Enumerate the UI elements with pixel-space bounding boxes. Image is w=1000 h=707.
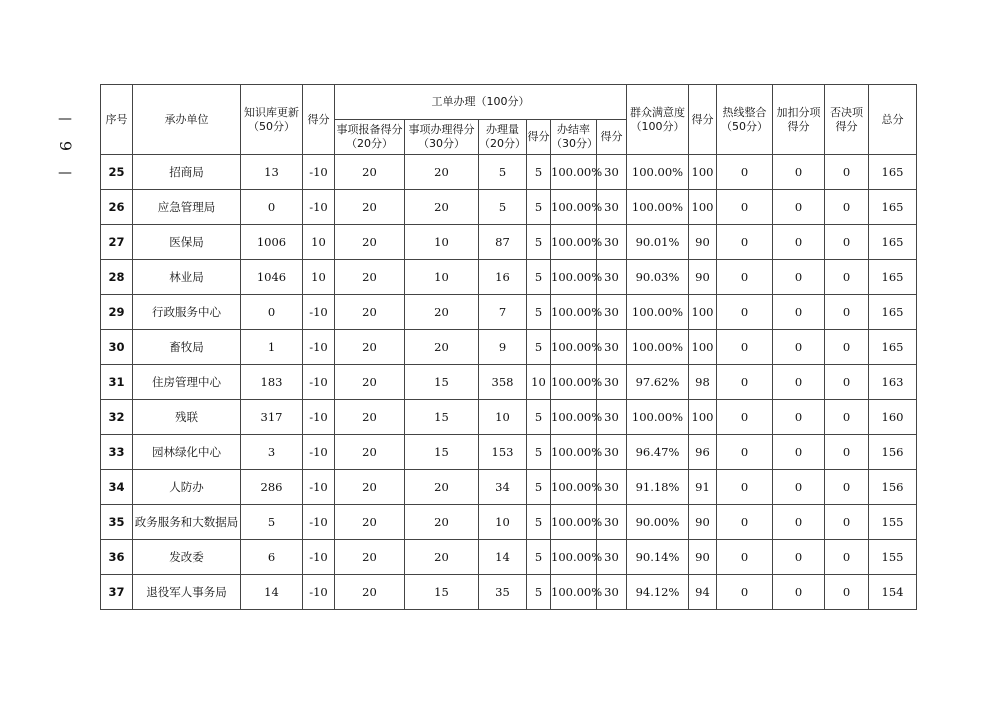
close-rate-cell: 100.00% bbox=[551, 435, 597, 470]
volume-score-cell: 5 bbox=[527, 435, 551, 470]
total-cell: 163 bbox=[869, 365, 917, 400]
veto-cell: 0 bbox=[825, 295, 869, 330]
header-veto: 否决项得分 bbox=[825, 85, 869, 155]
volume-score-cell: 5 bbox=[527, 260, 551, 295]
satisfaction-cell: 100.00% bbox=[627, 295, 689, 330]
knowledge-cell: 0 bbox=[241, 295, 303, 330]
total-cell: 154 bbox=[869, 575, 917, 610]
veto-cell: 0 bbox=[825, 575, 869, 610]
total-cell: 160 bbox=[869, 400, 917, 435]
page-number-value: 9 bbox=[56, 140, 75, 152]
satisfaction-score-cell: 90 bbox=[689, 225, 717, 260]
volume-cell: 35 bbox=[479, 575, 527, 610]
knowledge-cell: 3 bbox=[241, 435, 303, 470]
table-row bbox=[101, 155, 917, 190]
knowledge-cell: 183 bbox=[241, 365, 303, 400]
handle-cell: 15 bbox=[405, 365, 479, 400]
hotline-cell: 0 bbox=[717, 365, 773, 400]
handle-cell: 15 bbox=[405, 435, 479, 470]
unit-cell: 招商局 bbox=[133, 155, 241, 190]
hotline-cell: 0 bbox=[717, 540, 773, 575]
bonus-cell: 0 bbox=[773, 225, 825, 260]
header-satisfaction: 群众满意度（100分） bbox=[627, 85, 689, 155]
volume-score-cell: 5 bbox=[527, 540, 551, 575]
satisfaction-score-cell: 100 bbox=[689, 400, 717, 435]
volume-cell: 10 bbox=[479, 400, 527, 435]
table-row bbox=[101, 575, 917, 610]
unit-cell: 园林绿化中心 bbox=[133, 435, 241, 470]
close-rate-cell: 100.00% bbox=[551, 190, 597, 225]
knowledge-cell: 14 bbox=[241, 575, 303, 610]
volume-cell: 358 bbox=[479, 365, 527, 400]
table-row bbox=[101, 260, 917, 295]
handle-cell: 20 bbox=[405, 190, 479, 225]
knowledge-score-cell: -10 bbox=[303, 365, 335, 400]
knowledge-cell: 0 bbox=[241, 190, 303, 225]
knowledge-score-cell: -10 bbox=[303, 190, 335, 225]
report-cell: 20 bbox=[335, 190, 405, 225]
total-cell: 156 bbox=[869, 470, 917, 505]
unit-cell: 医保局 bbox=[133, 225, 241, 260]
table-row bbox=[101, 365, 917, 400]
close-score-cell: 30 bbox=[597, 365, 627, 400]
knowledge-cell: 13 bbox=[241, 155, 303, 190]
header-close-rate: 办结率（30分） bbox=[551, 120, 597, 155]
volume-cell: 5 bbox=[479, 155, 527, 190]
knowledge-cell: 1 bbox=[241, 330, 303, 365]
volume-cell: 87 bbox=[479, 225, 527, 260]
handle-cell: 15 bbox=[405, 575, 479, 610]
close-rate-cell: 100.00% bbox=[551, 295, 597, 330]
hotline-cell: 0 bbox=[717, 225, 773, 260]
bonus-cell: 0 bbox=[773, 470, 825, 505]
table-header bbox=[101, 85, 917, 155]
hotline-cell: 0 bbox=[717, 260, 773, 295]
volume-score-cell: 5 bbox=[527, 225, 551, 260]
header-volume: 办理量（20分） bbox=[479, 120, 527, 155]
report-cell: 20 bbox=[335, 330, 405, 365]
volume-score-cell: 10 bbox=[527, 365, 551, 400]
volume-cell: 10 bbox=[479, 505, 527, 540]
veto-cell: 0 bbox=[825, 190, 869, 225]
bonus-cell: 0 bbox=[773, 505, 825, 540]
satisfaction-cell: 100.00% bbox=[627, 190, 689, 225]
close-rate-cell: 100.00% bbox=[551, 470, 597, 505]
satisfaction-cell: 97.62% bbox=[627, 365, 689, 400]
bonus-cell: 0 bbox=[773, 400, 825, 435]
seq-cell: 26 bbox=[101, 190, 133, 225]
close-rate-cell: 100.00% bbox=[551, 540, 597, 575]
header-satisfaction-score: 得分 bbox=[689, 85, 717, 155]
handle-cell: 20 bbox=[405, 505, 479, 540]
knowledge-score-cell: -10 bbox=[303, 295, 335, 330]
volume-cell: 153 bbox=[479, 435, 527, 470]
close-score-cell: 30 bbox=[597, 435, 627, 470]
volume-score-cell: 5 bbox=[527, 155, 551, 190]
knowledge-cell: 1046 bbox=[241, 260, 303, 295]
satisfaction-cell: 94.12% bbox=[627, 575, 689, 610]
close-rate-cell: 100.00% bbox=[551, 505, 597, 540]
bonus-cell: 0 bbox=[773, 365, 825, 400]
bonus-cell: 0 bbox=[773, 295, 825, 330]
veto-cell: 0 bbox=[825, 400, 869, 435]
seq-cell: 37 bbox=[101, 575, 133, 610]
satisfaction-score-cell: 100 bbox=[689, 155, 717, 190]
volume-cell: 14 bbox=[479, 540, 527, 575]
page-number bbox=[56, 111, 75, 181]
header-close-score: 得分 bbox=[597, 120, 627, 155]
close-score-cell: 30 bbox=[597, 505, 627, 540]
handle-cell: 10 bbox=[405, 225, 479, 260]
close-rate-cell: 100.00% bbox=[551, 575, 597, 610]
unit-cell: 退役军人事务局 bbox=[133, 575, 241, 610]
report-cell: 20 bbox=[335, 400, 405, 435]
close-score-cell: 30 bbox=[597, 190, 627, 225]
close-score-cell: 30 bbox=[597, 575, 627, 610]
satisfaction-cell: 90.01% bbox=[627, 225, 689, 260]
unit-cell: 畜牧局 bbox=[133, 330, 241, 365]
handle-cell: 20 bbox=[405, 470, 479, 505]
report-cell: 20 bbox=[335, 540, 405, 575]
satisfaction-cell: 90.00% bbox=[627, 505, 689, 540]
header-knowledge: 知识库更新（50分） bbox=[241, 85, 303, 155]
table-row bbox=[101, 225, 917, 260]
veto-cell: 0 bbox=[825, 470, 869, 505]
table-row bbox=[101, 470, 917, 505]
volume-cell: 7 bbox=[479, 295, 527, 330]
unit-cell: 政务服务和大数据局 bbox=[133, 505, 241, 540]
volume-score-cell: 5 bbox=[527, 575, 551, 610]
bonus-cell: 0 bbox=[773, 260, 825, 295]
seq-cell: 28 bbox=[101, 260, 133, 295]
veto-cell: 0 bbox=[825, 260, 869, 295]
header-handle: 事项办理得分（30分） bbox=[405, 120, 479, 155]
close-score-cell: 30 bbox=[597, 295, 627, 330]
header-seq: 序号 bbox=[101, 85, 133, 155]
knowledge-cell: 1006 bbox=[241, 225, 303, 260]
knowledge-cell: 317 bbox=[241, 400, 303, 435]
volume-score-cell: 5 bbox=[527, 330, 551, 365]
volume-cell: 34 bbox=[479, 470, 527, 505]
hotline-cell: 0 bbox=[717, 155, 773, 190]
seq-cell: 35 bbox=[101, 505, 133, 540]
table-row bbox=[101, 295, 917, 330]
close-rate-cell: 100.00% bbox=[551, 330, 597, 365]
seq-cell: 30 bbox=[101, 330, 133, 365]
volume-score-cell: 5 bbox=[527, 190, 551, 225]
satisfaction-score-cell: 90 bbox=[689, 540, 717, 575]
report-cell: 20 bbox=[335, 575, 405, 610]
satisfaction-cell: 90.03% bbox=[627, 260, 689, 295]
veto-cell: 0 bbox=[825, 155, 869, 190]
table-row bbox=[101, 400, 917, 435]
handle-cell: 20 bbox=[405, 295, 479, 330]
seq-cell: 34 bbox=[101, 470, 133, 505]
table-row bbox=[101, 435, 917, 470]
header-bonus: 加扣分项得分 bbox=[773, 85, 825, 155]
total-cell: 165 bbox=[869, 295, 917, 330]
page-number-dash-top: — bbox=[58, 111, 72, 127]
close-rate-cell: 100.00% bbox=[551, 155, 597, 190]
satisfaction-cell: 100.00% bbox=[627, 400, 689, 435]
veto-cell: 0 bbox=[825, 330, 869, 365]
header-work-order: 工单办理（100分） bbox=[335, 85, 627, 120]
report-cell: 20 bbox=[335, 225, 405, 260]
seq-cell: 32 bbox=[101, 400, 133, 435]
volume-score-cell: 5 bbox=[527, 505, 551, 540]
knowledge-score-cell: -10 bbox=[303, 400, 335, 435]
seq-cell: 29 bbox=[101, 295, 133, 330]
report-cell: 20 bbox=[335, 295, 405, 330]
header-knowledge-score: 得分 bbox=[303, 85, 335, 155]
knowledge-score-cell: -10 bbox=[303, 505, 335, 540]
knowledge-score-cell: -10 bbox=[303, 575, 335, 610]
score-table bbox=[100, 84, 917, 610]
header-volume-score: 得分 bbox=[527, 120, 551, 155]
total-cell: 156 bbox=[869, 435, 917, 470]
knowledge-score-cell: -10 bbox=[303, 470, 335, 505]
knowledge-score-cell: 10 bbox=[303, 260, 335, 295]
unit-cell: 应急管理局 bbox=[133, 190, 241, 225]
handle-cell: 20 bbox=[405, 155, 479, 190]
close-rate-cell: 100.00% bbox=[551, 225, 597, 260]
total-cell: 165 bbox=[869, 190, 917, 225]
satisfaction-score-cell: 100 bbox=[689, 190, 717, 225]
volume-cell: 16 bbox=[479, 260, 527, 295]
knowledge-score-cell: -10 bbox=[303, 540, 335, 575]
knowledge-cell: 5 bbox=[241, 505, 303, 540]
seq-cell: 31 bbox=[101, 365, 133, 400]
hotline-cell: 0 bbox=[717, 190, 773, 225]
veto-cell: 0 bbox=[825, 365, 869, 400]
volume-score-cell: 5 bbox=[527, 400, 551, 435]
satisfaction-cell: 90.14% bbox=[627, 540, 689, 575]
report-cell: 20 bbox=[335, 505, 405, 540]
unit-cell: 住房管理中心 bbox=[133, 365, 241, 400]
table-row bbox=[101, 540, 917, 575]
header-report: 事项报备得分（20分） bbox=[335, 120, 405, 155]
unit-cell: 林业局 bbox=[133, 260, 241, 295]
bonus-cell: 0 bbox=[773, 575, 825, 610]
satisfaction-cell: 91.18% bbox=[627, 470, 689, 505]
close-score-cell: 30 bbox=[597, 225, 627, 260]
total-cell: 155 bbox=[869, 540, 917, 575]
seq-cell: 36 bbox=[101, 540, 133, 575]
handle-cell: 10 bbox=[405, 260, 479, 295]
hotline-cell: 0 bbox=[717, 295, 773, 330]
report-cell: 20 bbox=[335, 435, 405, 470]
report-cell: 20 bbox=[335, 260, 405, 295]
table-row bbox=[101, 190, 917, 225]
veto-cell: 0 bbox=[825, 505, 869, 540]
header-unit: 承办单位 bbox=[133, 85, 241, 155]
close-score-cell: 30 bbox=[597, 540, 627, 575]
report-cell: 20 bbox=[335, 155, 405, 190]
hotline-cell: 0 bbox=[717, 400, 773, 435]
total-cell: 165 bbox=[869, 330, 917, 365]
hotline-cell: 0 bbox=[717, 435, 773, 470]
bonus-cell: 0 bbox=[773, 435, 825, 470]
bonus-cell: 0 bbox=[773, 540, 825, 575]
total-cell: 155 bbox=[869, 505, 917, 540]
table-body bbox=[101, 155, 917, 610]
table-row bbox=[101, 330, 917, 365]
knowledge-cell: 6 bbox=[241, 540, 303, 575]
unit-cell: 人防办 bbox=[133, 470, 241, 505]
knowledge-score-cell: -10 bbox=[303, 435, 335, 470]
close-rate-cell: 100.00% bbox=[551, 365, 597, 400]
table-row bbox=[101, 505, 917, 540]
report-cell: 20 bbox=[335, 365, 405, 400]
close-rate-cell: 100.00% bbox=[551, 400, 597, 435]
unit-cell: 残联 bbox=[133, 400, 241, 435]
volume-cell: 5 bbox=[479, 190, 527, 225]
total-cell: 165 bbox=[869, 260, 917, 295]
bonus-cell: 0 bbox=[773, 190, 825, 225]
total-cell: 165 bbox=[869, 155, 917, 190]
veto-cell: 0 bbox=[825, 540, 869, 575]
hotline-cell: 0 bbox=[717, 505, 773, 540]
close-score-cell: 30 bbox=[597, 400, 627, 435]
close-rate-cell: 100.00% bbox=[551, 260, 597, 295]
close-score-cell: 30 bbox=[597, 330, 627, 365]
veto-cell: 0 bbox=[825, 225, 869, 260]
hotline-cell: 0 bbox=[717, 330, 773, 365]
satisfaction-score-cell: 96 bbox=[689, 435, 717, 470]
hotline-cell: 0 bbox=[717, 575, 773, 610]
satisfaction-score-cell: 100 bbox=[689, 330, 717, 365]
unit-cell: 发改委 bbox=[133, 540, 241, 575]
volume-score-cell: 5 bbox=[527, 295, 551, 330]
satisfaction-cell: 100.00% bbox=[627, 155, 689, 190]
satisfaction-score-cell: 100 bbox=[689, 295, 717, 330]
close-score-cell: 30 bbox=[597, 470, 627, 505]
page-number-dash-bottom: — bbox=[58, 165, 72, 181]
close-score-cell: 30 bbox=[597, 155, 627, 190]
seq-cell: 27 bbox=[101, 225, 133, 260]
total-cell: 165 bbox=[869, 225, 917, 260]
hotline-cell: 0 bbox=[717, 470, 773, 505]
handle-cell: 20 bbox=[405, 330, 479, 365]
handle-cell: 15 bbox=[405, 400, 479, 435]
satisfaction-score-cell: 94 bbox=[689, 575, 717, 610]
satisfaction-score-cell: 91 bbox=[689, 470, 717, 505]
satisfaction-score-cell: 98 bbox=[689, 365, 717, 400]
satisfaction-cell: 96.47% bbox=[627, 435, 689, 470]
volume-cell: 9 bbox=[479, 330, 527, 365]
header-total: 总分 bbox=[869, 85, 917, 155]
knowledge-cell: 286 bbox=[241, 470, 303, 505]
close-score-cell: 30 bbox=[597, 260, 627, 295]
report-cell: 20 bbox=[335, 470, 405, 505]
seq-cell: 25 bbox=[101, 155, 133, 190]
handle-cell: 20 bbox=[405, 540, 479, 575]
knowledge-score-cell: -10 bbox=[303, 330, 335, 365]
satisfaction-cell: 100.00% bbox=[627, 330, 689, 365]
volume-score-cell: 5 bbox=[527, 470, 551, 505]
veto-cell: 0 bbox=[825, 435, 869, 470]
header-hotline: 热线整合（50分） bbox=[717, 85, 773, 155]
unit-cell: 行政服务中心 bbox=[133, 295, 241, 330]
seq-cell: 33 bbox=[101, 435, 133, 470]
bonus-cell: 0 bbox=[773, 330, 825, 365]
satisfaction-score-cell: 90 bbox=[689, 505, 717, 540]
knowledge-score-cell: 10 bbox=[303, 225, 335, 260]
satisfaction-score-cell: 90 bbox=[689, 260, 717, 295]
bonus-cell: 0 bbox=[773, 155, 825, 190]
knowledge-score-cell: -10 bbox=[303, 155, 335, 190]
